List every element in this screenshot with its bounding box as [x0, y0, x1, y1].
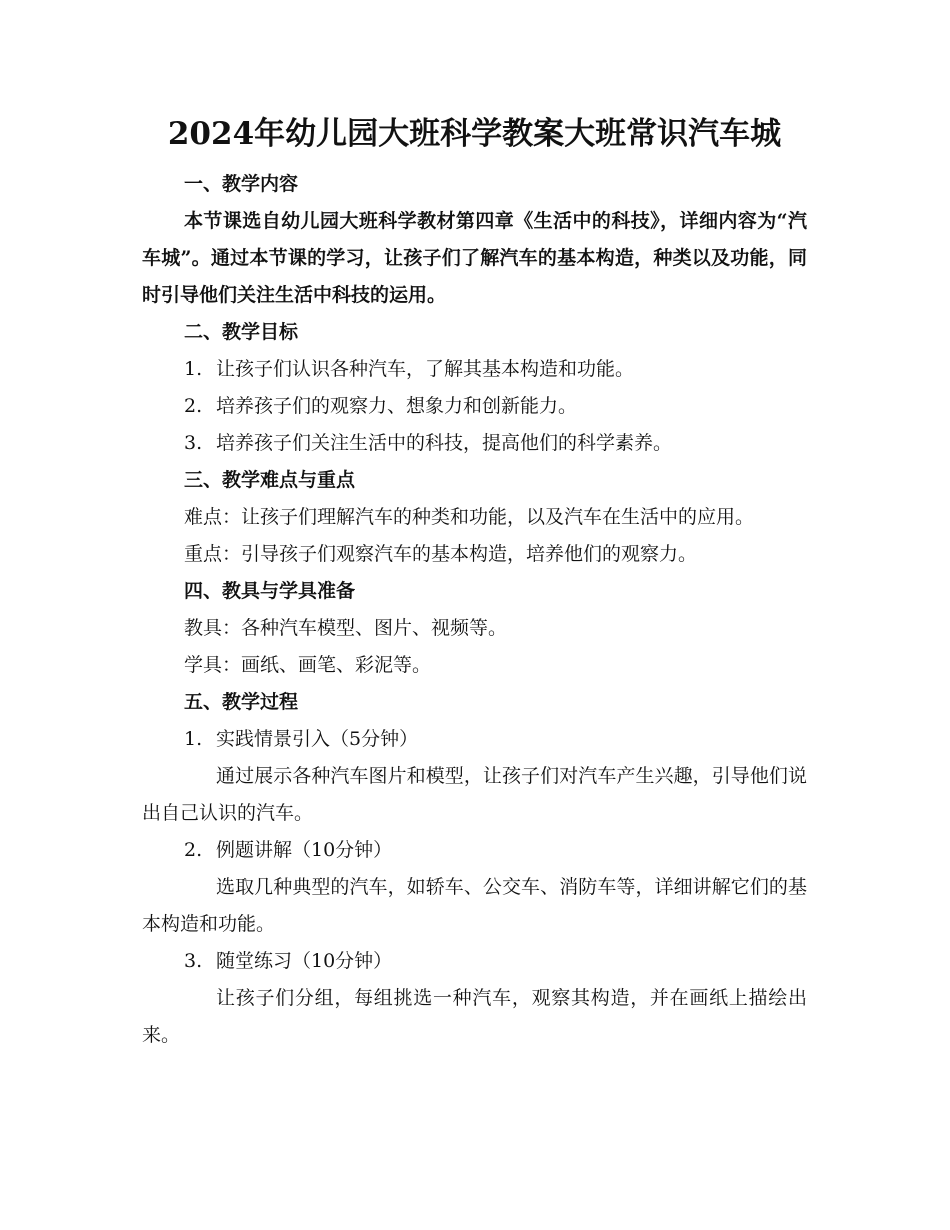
- process-step-description: 通过展示各种汽车图片和模型，让孩子们对汽车产生兴趣，引导他们说出自己认识的汽车。: [142, 765, 807, 824]
- objective-number: 1.: [184, 358, 203, 380]
- objective-item: [142, 388, 807, 425]
- section-heading-objectives: 二、教学目标: [184, 321, 299, 343]
- objective-text: 培养孩子们的观察力、想象力和创新能力。: [216, 395, 578, 417]
- key-point-paragraph: 重点：引导孩子们观察汽车的基本构造，培养他们的观察力。: [184, 543, 698, 565]
- section-heading-difficulties: 三、教学难点与重点: [184, 469, 356, 491]
- learning-aids-paragraph: 学具：画纸、画笔、彩泥等。: [184, 654, 432, 676]
- step-number: 3.: [184, 950, 203, 972]
- section-heading-process: 五、教学过程: [184, 691, 299, 713]
- step-title-text: 例题讲解（10分钟）: [216, 839, 393, 861]
- objective-text: 让孩子们认识各种汽车，了解其基本构造和功能。: [216, 358, 635, 380]
- section-heading-content: 一、教学内容: [184, 173, 299, 195]
- step-title-text: 随堂练习（10分钟）: [216, 950, 393, 972]
- step-number: 1.: [184, 728, 203, 750]
- step-title-text: 实践情景引入（5分钟）: [216, 728, 419, 750]
- difficulty-paragraph: 难点：让孩子们理解汽车的种类和功能，以及汽车在生活中的应用。: [184, 506, 755, 528]
- document-page: [142, 112, 807, 1054]
- section-heading-materials: 四、教具与学具准备: [184, 580, 356, 602]
- content-paragraph: 本节课选自幼儿园大班科学教材第四章《生活中的科技》，详细内容为“汽车城”。通过本节课的学习，让孩子们了解汽车的基本构造，种类以及功能，同时引导他们关注生活中科技的运用。: [142, 210, 807, 306]
- process-step-description: 选取几种典型的汽车，如轿车、公交车、消防车等，详细讲解它们的基本构造和功能。: [142, 876, 807, 935]
- objective-number: 3.: [184, 432, 203, 454]
- objective-number: 2.: [184, 395, 203, 417]
- process-step-title: [142, 832, 807, 869]
- objective-text: 培养孩子们关注生活中的科技，提高他们的科学素养。: [216, 432, 673, 454]
- objective-item: [142, 351, 807, 388]
- process-step-title: [142, 943, 807, 980]
- objective-item: [142, 425, 807, 462]
- process-step-title: [142, 721, 807, 758]
- teaching-aids-paragraph: 教具：各种汽车模型、图片、视频等。: [184, 617, 508, 639]
- step-number: 2.: [184, 839, 203, 861]
- document-title: 2024年幼儿园大班科学教案大班常识汽车城: [167, 116, 782, 152]
- process-step-description: 让孩子们分组，每组挑选一种汽车，观察其构造，并在画纸上描绘出来。: [142, 987, 807, 1046]
